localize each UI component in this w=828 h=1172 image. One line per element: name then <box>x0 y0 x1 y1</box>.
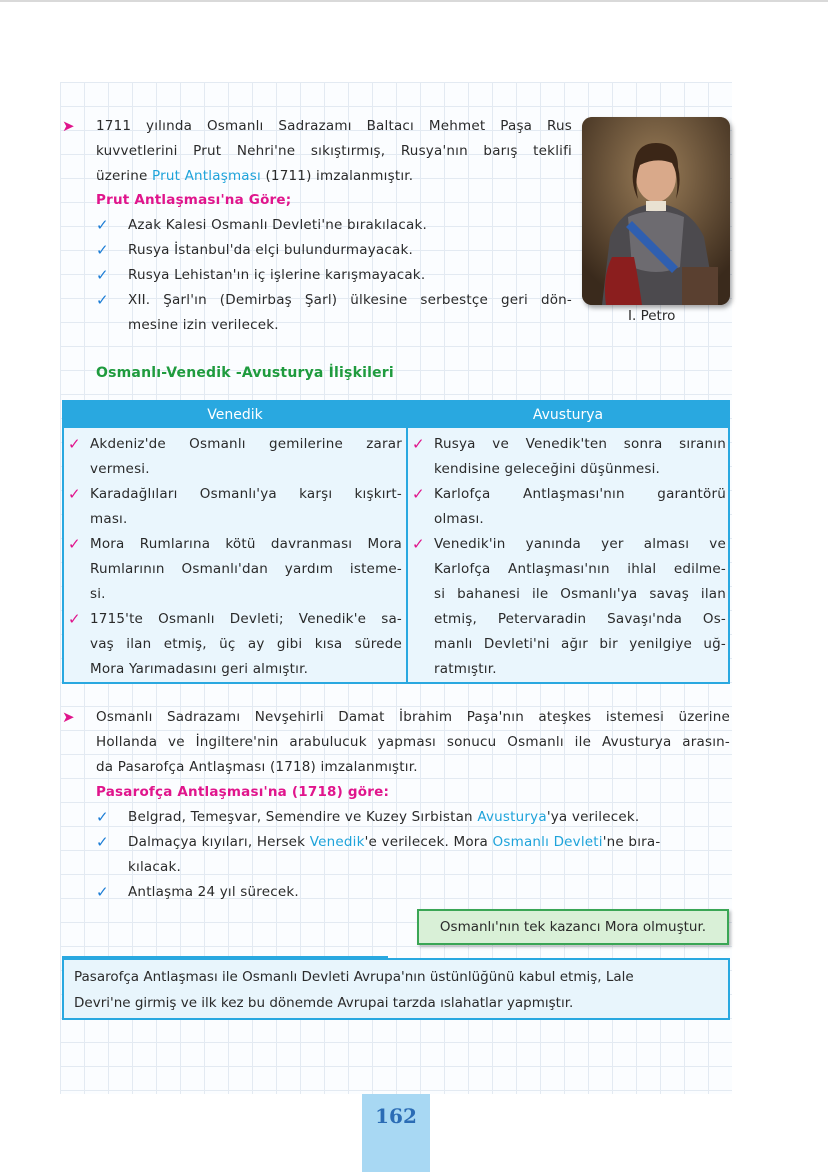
section1-line3 <box>96 164 413 189</box>
check-icon: ✓ <box>68 435 81 453</box>
pasarofca-item <box>128 830 660 855</box>
prut-item: Azak Kalesi Osmanlı Devleti'ne bırakılacak. <box>128 217 427 233</box>
text: Belgrad, Temeşvar, Semendire ve Kuzey Sırbistan <box>128 809 473 825</box>
text: (1711) imzalanmıştır. <box>265 168 414 184</box>
pasarofca-item: Antlaşma 24 yıl sürecek. <box>128 884 299 900</box>
venedik-item <box>90 532 402 607</box>
section3-line3: da Pasarofça Antlaşması (1718) imzalanmıştır. <box>96 759 418 775</box>
summary-line2: Devri'ne girmiş ve ilk kez bu dönemde Avrupai tarzda ıslahatlar yapmıştır. <box>74 995 574 1011</box>
text: 'e verilecek. Mora <box>364 834 489 850</box>
line: si bahanesi ile Osmanlı'ya savaş ilan <box>434 586 726 602</box>
line: vaş ilan etmiş, üç ay gibi kısa sürede <box>90 636 402 652</box>
summary-box-tab <box>62 956 388 959</box>
table-header-venedik: Venedik <box>207 407 263 423</box>
prut-item-cont: mesine izin verilecek. <box>128 317 279 333</box>
line: 1715'te Osmanlı Devleti; Venedik'e sa- <box>90 611 402 627</box>
avusturya-item <box>434 432 726 482</box>
line: Karlofça Antlaşması'nın ihlal edilme- <box>434 561 726 577</box>
line: Venedik'in yanında yer alması ve <box>434 536 726 552</box>
line: olması. <box>434 511 484 527</box>
page-number: 162 <box>375 1104 417 1128</box>
section1-line2: kuvvetlerini Prut Nehri'ne sıkıştırmış, Rusya'nın barış teklifi <box>96 143 572 159</box>
top-border <box>0 0 828 2</box>
check-icon: ✓ <box>412 535 425 553</box>
arrow-bullet-icon: ➤ <box>62 708 75 726</box>
pasarofca-item-cont: kılacak. <box>128 859 181 875</box>
summary-box <box>62 958 730 1020</box>
pasarofca-heading: Pasarofça Antlaşması'na (1718) göre: <box>96 784 390 800</box>
line: Rumlarının Osmanlı'dan yardım isteme- <box>90 561 402 577</box>
line: Karadağlıları Osmanlı'ya karşı kışkırt- <box>90 486 402 502</box>
prut-item: Rusya İstanbul'da elçi bulundurmayacak. <box>128 242 414 258</box>
text: Dalmaçya kıyıları, Hersek <box>128 834 306 850</box>
line: Akdeniz'de Osmanlı gemilerine zarar <box>90 436 402 452</box>
table-divider <box>406 402 408 682</box>
check-icon: ✓ <box>68 610 81 628</box>
arrow-bullet-icon: ➤ <box>62 117 75 135</box>
line: Karlofça Antlaşması'nın garantörü <box>434 486 726 502</box>
line: Mora Rumlarına kötü davranması Mora <box>90 536 402 552</box>
line: kendisine geleceğini düşünmesi. <box>434 461 661 477</box>
text: 'ya verilecek. <box>546 809 640 825</box>
avusturya-link-text: Avusturya <box>477 809 547 825</box>
line: si. <box>90 586 106 602</box>
prut-link-text: Prut Antlaşması <box>152 168 261 184</box>
relations-table <box>62 400 730 684</box>
check-icon: ✓ <box>96 266 109 284</box>
line: ratmıştır. <box>434 661 497 677</box>
pasarofca-item <box>128 805 639 830</box>
section1-line1: 1711 yılında Osmanlı Sadrazamı Baltacı Mehmet Paşa Rus <box>96 118 572 134</box>
avusturya-item <box>434 532 726 682</box>
line: etmiş, Petervaradin Savaşı'nda Os- <box>434 611 726 627</box>
section3-line1: Osmanlı Sadrazamı Nevşehirli Damat İbrahim Paşa'nın ateşkes istemesi üzerine <box>96 709 730 725</box>
line: Rusya ve Venedik'ten sonra sıranın <box>434 436 726 452</box>
portrait-caption: I. Petro <box>628 308 676 324</box>
relations-heading: Osmanlı-Venedik -Avusturya İlişkileri <box>96 365 394 381</box>
prut-item: XII. Şarl'ın (Demirbaş Şarl) ülkesine serbestçe geri dön- <box>128 292 572 308</box>
prut-item: Rusya Lehistan'ın iç işlerine karışmayacak. <box>128 267 426 283</box>
section3-line2: Hollanda ve İngiltere'nin arabulucuk yapması sonucu Osmanlı ile Avusturya arasın- <box>96 734 730 750</box>
mora-note-box: Osmanlı'nın tek kazancı Mora olmuştur. <box>417 909 729 945</box>
check-icon: ✓ <box>96 291 109 309</box>
check-icon: ✓ <box>68 535 81 553</box>
text: üzerine <box>96 168 148 184</box>
line: Mora Yarımadasını geri almıştır. <box>90 661 309 677</box>
check-icon: ✓ <box>96 216 109 234</box>
check-icon: ✓ <box>96 883 109 901</box>
table-header-avusturya: Avusturya <box>532 407 604 423</box>
peter-portrait <box>582 117 730 305</box>
line: vermesi. <box>90 461 150 477</box>
check-icon: ✓ <box>412 435 425 453</box>
avusturya-item <box>434 482 726 532</box>
portrait-illustration <box>582 117 730 305</box>
line: manlı Devleti'ni ağır bir yenilgiye uğ- <box>434 636 726 652</box>
check-icon: ✓ <box>96 241 109 259</box>
text: 'ne bıra- <box>602 834 661 850</box>
check-icon: ✓ <box>68 485 81 503</box>
check-icon: ✓ <box>96 833 109 851</box>
line: ması. <box>90 511 128 527</box>
prut-heading: Prut Antlaşması'na Göre; <box>96 192 292 208</box>
venedik-item <box>90 482 402 532</box>
venedik-item <box>90 432 402 482</box>
venedik-item <box>90 607 402 682</box>
summary-line1: Pasarofça Antlaşması ile Osmanlı Devleti Avrupa'nın üstünlüğünü kabul etmiş, Lale <box>74 969 634 985</box>
venedik-link-text: Venedik <box>309 834 365 850</box>
check-icon: ✓ <box>412 485 425 503</box>
osmanli-link-text: Osmanlı Devleti <box>492 834 603 850</box>
check-icon: ✓ <box>96 808 109 826</box>
